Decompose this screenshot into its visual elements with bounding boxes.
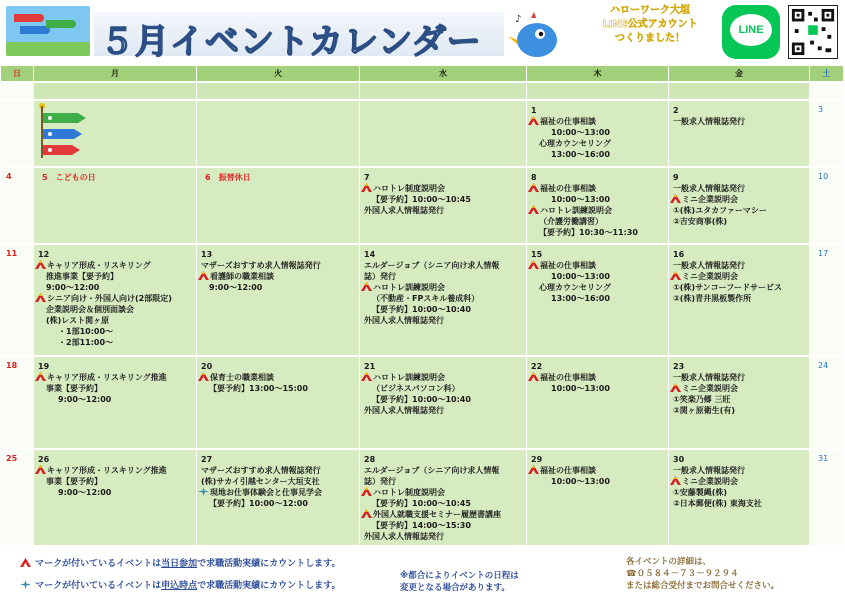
svg-text:♪: ♪ — [515, 14, 522, 25]
week-row — [1, 245, 844, 356]
same-day-mark-icon — [670, 383, 681, 392]
day-number: 26 — [38, 455, 50, 464]
day-header — [531, 249, 666, 260]
same-day-mark-icon — [361, 282, 372, 291]
event-line: 外国人求人情報誌発行 — [364, 316, 444, 325]
event-line: ②日本郵便(株) 東海支社 — [673, 499, 762, 508]
event-line: （ビジネスパソコン科） — [372, 384, 460, 393]
day-number: 25 — [6, 454, 18, 463]
day-header — [531, 172, 666, 183]
event-line: ハロトレ訓練説明会 — [528, 205, 666, 216]
same-day-mark-icon — [361, 183, 372, 192]
event-line: （不動産・FPスキル養成科） — [372, 294, 480, 303]
contact-info: 各イベントの詳細は、 ☎０５８４－７３－９２９４ または総合受付までお問合せください。 — [626, 557, 780, 591]
event-line: ミニ企業説明会 — [670, 383, 807, 394]
event-line: 福祉の仕事相談 — [528, 372, 666, 383]
day-cell — [527, 357, 669, 449]
red-mark-icon — [20, 558, 31, 567]
day-cell — [669, 450, 810, 546]
same-day-mark-icon — [528, 116, 539, 125]
day-events — [364, 172, 524, 216]
day-number: 5 — [42, 173, 48, 182]
day-cell — [669, 357, 810, 449]
event-line: 9:00～12:00 — [46, 283, 100, 292]
day-events — [201, 454, 357, 509]
event-line: 13:00～16:00 — [551, 150, 610, 159]
event-line: 外国人求人情報誌発行 — [364, 406, 444, 415]
event-line: 10:00～13:00 — [551, 128, 610, 137]
day-cell — [197, 101, 360, 167]
day-events — [531, 361, 666, 394]
day-header — [201, 454, 357, 465]
day-cell — [360, 357, 527, 449]
event-line: 現地お仕事体験会と仕事見学会 — [198, 487, 357, 498]
day-number: 27 — [201, 455, 213, 464]
day-events — [38, 249, 194, 348]
saturday-cell — [810, 357, 844, 449]
event-line: 【要予約】10:00～12:00 — [209, 499, 308, 508]
day-cell — [360, 101, 527, 167]
day-number: 29 — [531, 455, 543, 464]
event-line: キャリア形成・リスキリング — [35, 260, 194, 271]
same-day-mark-icon — [670, 271, 681, 280]
day-events — [364, 249, 524, 326]
day-cell — [34, 168, 197, 244]
event-line: ミニ企業説明会 — [670, 476, 807, 487]
day-number: 9 — [673, 173, 679, 182]
day-number: 7 — [364, 173, 370, 182]
event-line: ハロトレ制度説明会 — [361, 183, 524, 194]
day-events — [531, 454, 666, 487]
line-announcement: ハローワーク大垣 LINE公式アカウント つくりました！ — [602, 5, 698, 44]
day-cell — [527, 450, 669, 546]
day-events — [673, 249, 807, 304]
same-day-mark-icon — [361, 372, 372, 381]
day-cell — [360, 245, 527, 356]
event-line: 13:00～16:00 — [551, 294, 610, 303]
event-line: (株)レスト関ヶ原 — [46, 316, 110, 325]
same-day-mark-icon — [35, 293, 46, 302]
event-line: マザーズおすすめ求人情報誌発行 — [201, 261, 321, 270]
event-line: 10:00～13:00 — [551, 272, 610, 281]
event-line: ①笑楽乃郷 三旺 — [673, 395, 731, 404]
event-line: キャリア形成・リスキリング推進 — [35, 372, 194, 383]
day-header — [531, 361, 666, 372]
day-events — [673, 454, 807, 509]
day-number: 4 — [6, 172, 12, 181]
holiday-label: 振替休日 — [218, 173, 251, 182]
day-number: 3 — [818, 105, 824, 114]
blue-mark-icon — [20, 580, 31, 589]
event-line: 10:00～13:00 — [551, 477, 610, 486]
event-line: ・1部10:00～ — [58, 327, 114, 336]
legend-same-day: マークが付いているイベントは当日参加で求職活動実績にカウントします。 — [20, 556, 340, 569]
event-line: 誌）発行 — [364, 477, 396, 486]
event-line: エルダージョブ（シニア向け求人情報 — [364, 466, 500, 475]
day-cell — [669, 245, 810, 356]
page-title: ５月イベントカレンダー — [100, 22, 482, 62]
event-line: 心理カウンセリング — [539, 139, 611, 148]
weekday-header-row — [1, 66, 844, 82]
same-day-mark-icon — [198, 271, 209, 280]
day-cell — [197, 357, 360, 449]
saturday-cell — [810, 101, 844, 167]
event-line: 10:00～13:00 — [551, 384, 610, 393]
sunday-cell — [1, 168, 34, 244]
event-line: ・2部11:00～ — [58, 338, 114, 347]
weekday-tue: 火 — [197, 66, 360, 82]
event-line: 一般求人情報誌発行 — [673, 184, 745, 193]
event-line: 【要予約】10:30～11:30 — [539, 228, 638, 237]
day-cell — [527, 245, 669, 356]
header — [0, 0, 845, 64]
day-cell — [34, 101, 197, 167]
day-events — [673, 105, 807, 127]
event-line: 福祉の仕事相談 — [528, 116, 666, 127]
week-row — [1, 357, 844, 449]
day-header — [364, 172, 524, 183]
event-line: ②関ヶ原衛生(有) — [673, 406, 736, 415]
day-cell — [360, 450, 527, 546]
day-number: 12 — [38, 250, 50, 259]
day-events — [38, 172, 194, 183]
day-number: 31 — [818, 454, 829, 463]
koinobori-icon — [38, 103, 90, 161]
day-header — [38, 172, 194, 183]
event-line: 外国人就職支援セミナー履歴書講座 — [361, 509, 524, 520]
day-events — [38, 454, 194, 498]
same-day-mark-icon — [670, 194, 681, 203]
day-header — [673, 361, 807, 372]
day-cell — [34, 450, 197, 546]
day-events — [531, 105, 666, 160]
same-day-mark-icon — [361, 487, 372, 496]
schedule-note: ※都合によりイベントの日程は 変更となる場合があります。 — [400, 571, 519, 593]
same-day-mark-icon — [528, 465, 539, 474]
event-line: 【要予約】10:00～10:45 — [372, 499, 471, 508]
day-cell — [669, 101, 810, 167]
holiday-label: こどもの日 — [55, 173, 96, 182]
week-row — [1, 168, 844, 244]
same-day-mark-icon — [528, 183, 539, 192]
weekday-mon: 月 — [34, 66, 197, 82]
event-line: 【要予約】10:00～10:40 — [372, 305, 471, 314]
day-events — [531, 249, 666, 304]
weekday-sun: 日 — [1, 66, 34, 82]
event-line: ①(株)ユタカファーマシー — [673, 206, 767, 215]
event-line: 一般求人情報誌発行 — [673, 373, 745, 382]
same-day-mark-icon — [528, 260, 539, 269]
day-cell — [197, 245, 360, 356]
day-header — [531, 454, 666, 465]
event-line: シニア向け・外国人向け(2部限定) — [35, 293, 194, 304]
spacer-row — [1, 83, 844, 100]
day-number: 30 — [673, 455, 685, 464]
weekday-fri: 金 — [669, 66, 810, 82]
event-line: 看護師の職業相談 — [198, 271, 357, 282]
day-header — [38, 249, 194, 260]
day-number: 1 — [531, 106, 537, 115]
saturday-cell — [810, 168, 844, 244]
event-line: 一般求人情報誌発行 — [673, 466, 745, 475]
day-events — [364, 361, 524, 416]
legend-application: マークが付いているイベントは申込時点で求職活動実績にカウントします。 — [20, 578, 340, 591]
day-header — [673, 249, 807, 260]
day-events — [364, 454, 524, 542]
day-header — [201, 361, 357, 372]
event-line: 9:00～12:00 — [58, 488, 112, 497]
day-cell — [527, 168, 669, 244]
same-day-mark-icon — [670, 476, 681, 485]
day-cell — [360, 168, 527, 244]
day-number: 2 — [673, 106, 679, 115]
event-line: 福祉の仕事相談 — [528, 260, 666, 271]
event-line: ①(株)サンコーフードサービス — [673, 283, 783, 292]
event-line: 一般求人情報誌発行 — [673, 117, 745, 126]
day-header — [201, 172, 357, 183]
saturday-cell — [810, 245, 844, 356]
day-header — [364, 249, 524, 260]
koinobori-banner-image — [6, 6, 90, 56]
day-events — [673, 172, 807, 227]
day-header — [531, 105, 666, 116]
application-mark-icon — [198, 487, 209, 496]
day-cell — [197, 450, 360, 546]
sunday-cell — [1, 101, 34, 167]
day-number: 13 — [201, 250, 213, 259]
day-cell — [669, 168, 810, 244]
day-number: 15 — [531, 250, 543, 259]
sunday-cell — [1, 357, 34, 449]
day-header — [38, 454, 194, 465]
day-number: 21 — [364, 362, 376, 371]
event-line: 【要予約】10:00～10:45 — [372, 195, 471, 204]
day-header — [673, 105, 807, 116]
day-events — [38, 361, 194, 405]
day-cell — [34, 357, 197, 449]
footer — [0, 548, 845, 595]
event-line: 9:00～12:00 — [58, 395, 112, 404]
day-number: 22 — [531, 362, 543, 371]
event-line: 【要予約】14:00～15:30 — [372, 521, 471, 530]
day-number: 24 — [818, 361, 829, 370]
day-events — [531, 172, 666, 238]
event-line: ミニ企業説明会 — [670, 271, 807, 282]
bird-mascot-icon — [507, 10, 563, 60]
event-line: ハロトレ制度説明会 — [361, 487, 524, 498]
same-day-mark-icon — [361, 509, 372, 518]
day-header — [364, 361, 524, 372]
qr-code-icon[interactable] — [788, 5, 838, 59]
event-line: 【要予約】13:00～15:00 — [209, 384, 308, 393]
event-line: 【要予約】10:00～10:40 — [372, 395, 471, 404]
event-line: ハロトレ訓練説明会 — [361, 282, 524, 293]
day-header — [201, 249, 357, 260]
event-line: 推進事業【要予約】 — [46, 272, 118, 281]
event-line: 外国人求人情報誌発行 — [364, 532, 444, 541]
day-number: 10 — [818, 172, 829, 181]
event-line: ハロトレ訓練説明会 — [361, 372, 524, 383]
event-line: 外国人求人情報誌発行 — [364, 206, 444, 215]
event-line: （介護労働講習） — [539, 217, 603, 226]
event-line: 企業説明会＆個別面談会 — [46, 305, 134, 314]
day-number: 23 — [673, 362, 685, 371]
sunday-cell — [1, 450, 34, 546]
day-cell — [34, 245, 197, 356]
event-line: 9:00～12:00 — [209, 283, 263, 292]
event-line: マザーズおすすめ求人情報誌発行 — [201, 466, 321, 475]
day-number: 8 — [531, 173, 537, 182]
event-line: 事業【要予約】 — [46, 477, 102, 486]
same-day-mark-icon — [35, 465, 46, 474]
same-day-mark-icon — [198, 372, 209, 381]
day-number: 20 — [201, 362, 213, 371]
saturday-cell — [810, 450, 844, 546]
event-line: キャリア形成・リスキリング推進 — [35, 465, 194, 476]
day-number: 17 — [818, 249, 829, 258]
event-line: (株)サカイ引越センター大垣支社 — [201, 477, 320, 486]
event-line: 福祉の仕事相談 — [528, 465, 666, 476]
day-number: 6 — [205, 173, 211, 182]
day-cell — [197, 168, 360, 244]
day-events — [673, 361, 807, 416]
weekday-sat: 土 — [810, 66, 844, 82]
same-day-mark-icon — [528, 205, 539, 214]
event-line: 保育士の職業相談 — [198, 372, 357, 383]
event-line: 事業【要予約】 — [46, 384, 102, 393]
day-events — [201, 361, 357, 394]
day-number: 16 — [673, 250, 685, 259]
sunday-cell — [1, 245, 34, 356]
same-day-mark-icon — [35, 260, 46, 269]
event-line: エルダージョブ（シニア向け求人情報 — [364, 261, 500, 270]
day-header — [673, 172, 807, 183]
event-line: 誌）発行 — [364, 272, 396, 281]
same-day-mark-icon — [35, 372, 46, 381]
day-header — [364, 454, 524, 465]
event-line: 心理カウンセリング — [539, 283, 611, 292]
day-header — [38, 361, 194, 372]
day-number: 18 — [6, 361, 18, 370]
event-line: ①安藤製縄(株) — [673, 488, 728, 497]
event-line: 一般求人情報誌発行 — [673, 261, 745, 270]
event-line: ②(株)青井黒板製作所 — [673, 294, 752, 303]
day-number: 28 — [364, 455, 376, 464]
day-number: 11 — [6, 249, 18, 258]
event-line: ミニ企業説明会 — [670, 194, 807, 205]
day-number: 14 — [364, 250, 376, 259]
event-line: ②吉安商事(株) — [673, 217, 728, 226]
event-line: 10:00～13:00 — [551, 195, 610, 204]
day-header — [673, 454, 807, 465]
same-day-mark-icon — [528, 372, 539, 381]
weekday-thu: 木 — [527, 66, 669, 82]
weekday-wed: 水 — [360, 66, 527, 82]
line-logo-icon[interactable]: LINE — [722, 5, 780, 59]
day-events — [201, 249, 357, 293]
day-number: 19 — [38, 362, 50, 371]
day-cell — [527, 101, 669, 167]
week-row — [1, 101, 844, 167]
week-row — [1, 450, 844, 546]
day-events — [201, 172, 357, 183]
event-line: 福祉の仕事相談 — [528, 183, 666, 194]
